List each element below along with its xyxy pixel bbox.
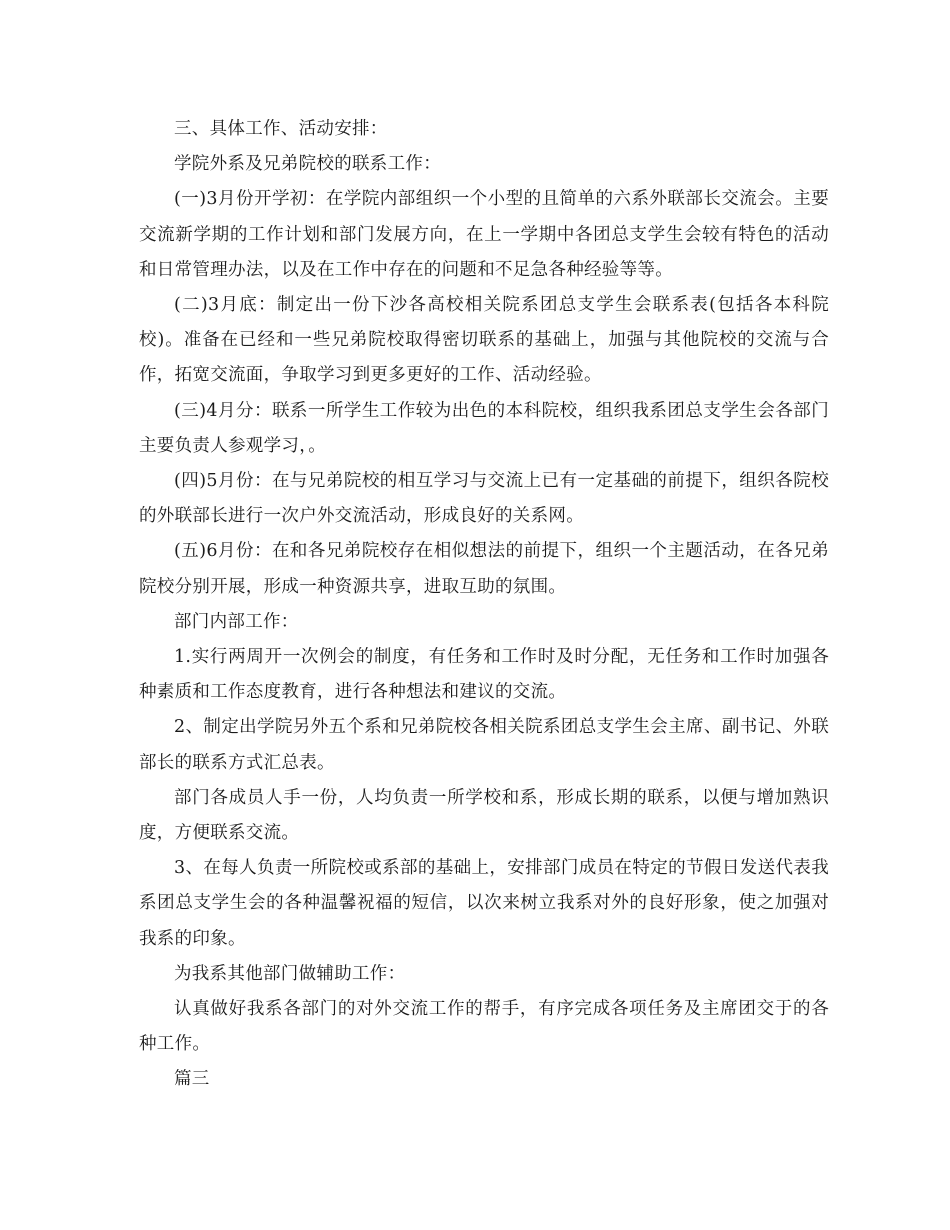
- subsection-heading: 学院外系及兄弟院校的联系工作：: [174, 154, 441, 175]
- chapter-heading: 篇三: [174, 1069, 210, 1090]
- paragraph: (四)5月份：在与兄弟院校的相互学习与交流上已有一定基础的前提下，组织各院校的外联部长进行一次户外交流活动，形成良好的关系网。: [139, 471, 829, 527]
- paragraph: 3、在每人负责一所院校或系部的基础上，安排部门成员在特定的节假日发送代表我系团总支学生会的各种温馨祝福的短信，以次来树立我系对外的良好形象，使之加强对我系的印象。: [139, 858, 829, 949]
- paragraph: 2、制定出学院另外五个系和兄弟院校各相关院系团总支学生会主席、副书记、外联部长的联系方式汇总表。: [139, 717, 829, 773]
- paragraph: (五)6月份：在和各兄弟院校存在相似想法的前提下，组织一个主题活动，在各兄弟院校分别开展，形成一种资源共享，进取互助的氛围。: [139, 541, 829, 597]
- paragraph: (一)3月份开学初：在学院内部组织一个小型的且简单的六系外联部长交流会。主要交流新学期的工作计划和部门发展方向，在上一学期中各团总支学生会较有特色的活动和日常管理办法，以及在工作中存在的问题和不足急各种经验等等。: [139, 189, 829, 280]
- subsection-heading: 部门内部工作：: [174, 611, 299, 632]
- paragraph: (三)4月分：联系一所学生工作较为出色的本科院校，组织我系团总支学生会各部门主要负责人参观学习，。: [139, 400, 829, 456]
- paragraph: 认真做好我系各部门的对外交流工作的帮手，有序完成各项任务及主席团交于的各种工作。: [139, 999, 829, 1055]
- paragraph: 1.实行两周开一次例会的制度，有任务和工作时及时分配，无任务和工作时加强各种素质和工作态度教育，进行各种想法和建议的交流。: [139, 647, 829, 703]
- section-heading: 三、具体工作、活动安排：: [174, 119, 388, 139]
- paragraph: (二)3月底：制定出一份下沙各高校相关院系团总支学生会联系表(包括各本科院校)。准备在已经和一些兄弟院校取得密切联系的基础上，加强与其他院校的交流与合作，拓宽交流面，争取学习到更多更好的工作、活动经验。: [139, 295, 829, 386]
- subsection-heading: 为我系其他部门做辅助工作：: [174, 963, 406, 984]
- paragraph: 部门各成员人手一份，人均负责一所学校和系，形成长期的联系，以便与增加熟识度，方便联系交流。: [139, 787, 829, 844]
- document-body: [139, 112, 829, 1098]
